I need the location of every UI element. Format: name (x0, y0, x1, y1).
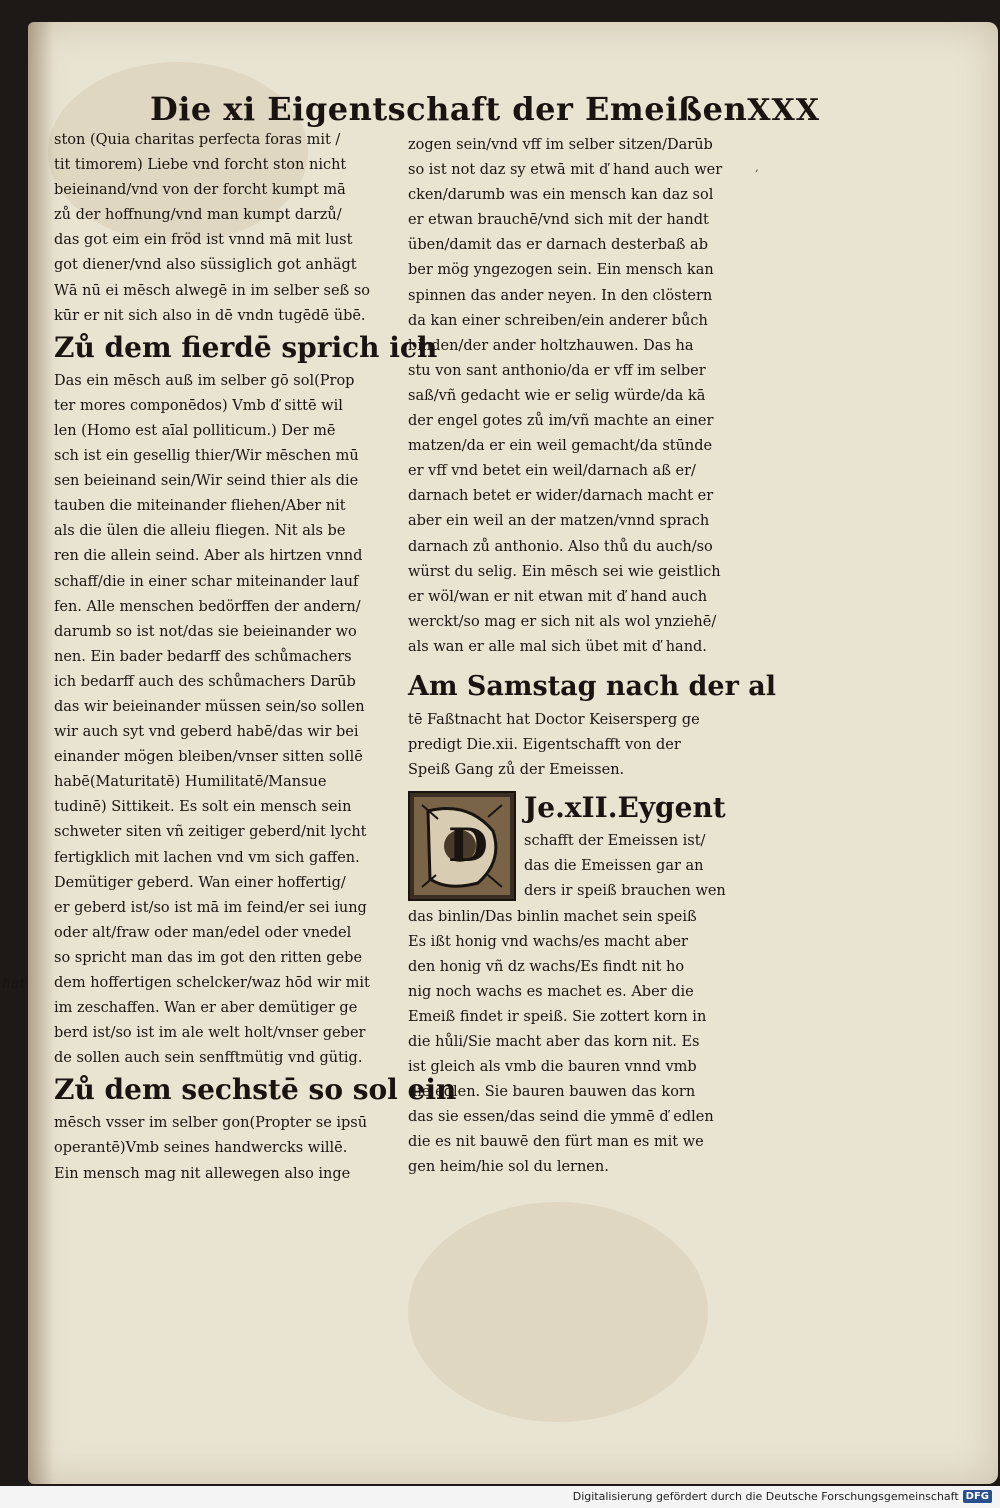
text-line: nig noch wachs es machet es. Aber die (408, 983, 694, 1000)
text-line: ich bedarff auch des schůmachers Darūb (54, 673, 356, 690)
marginal-note: hat (2, 976, 25, 992)
page-title: Die xi Eigentschaft der Emeißen (150, 90, 748, 128)
text-line: der engel gotes zů im/vñ machte an einer (408, 413, 714, 430)
text-line: operantē)Vmb seines handwercks willē. (54, 1140, 348, 1157)
text-line: Speiß Gang zů der Emeissen. (408, 762, 625, 779)
section-heading: Zů dem sechstē so sol ein (54, 1073, 457, 1107)
funding-footer (573, 1490, 992, 1503)
text-line: tit timorem) Liebe vnd forcht ston nicht (54, 157, 347, 174)
section-heading: Zů dem fierdē sprich ich (54, 330, 438, 364)
text-line: einander mögen bleiben/vnser sitten sollē (54, 749, 363, 766)
right-column-top-text (408, 133, 756, 660)
text-line: das sie essen/das seind die ymmē ď edlen (408, 1109, 714, 1126)
svg-text:D: D (448, 818, 488, 873)
text-line: wir auch syt vnd geberd habē/das wir bei (54, 724, 359, 741)
text-line: das wir beieinander müssen sein/so sollen (54, 698, 365, 715)
section-heading: Am Samstag nach der al (408, 670, 776, 702)
section-heading: Je.xII.Eygent (524, 791, 726, 825)
text-line: als die ülen die alleiu fliegen. Nit als be (54, 523, 346, 540)
text-line: kūr er nit sich also in dē vndn tugēdē übē. (54, 307, 366, 324)
text-line: habē(Maturitatē) Humilitatē/Mansue (54, 774, 327, 791)
text-line: aber ein weil an der matzen/vnnd sprach (408, 513, 710, 530)
text-line: tudinē) Sittikeit. Es solt ein mensch sein (54, 799, 352, 816)
text-line: oder alt/fraw oder man/edel oder vnedel (54, 924, 352, 941)
text-line: da kan einer schreiben/ein anderer bůch (408, 312, 708, 329)
text-line: fen. Alle menschen bedörffen der andern/ (54, 598, 361, 615)
text-line: ston (Quia charitas perfecta foras mit / (54, 132, 341, 148)
text-line: würst du selig. Ein mēsch sei wie geistlich (408, 563, 721, 580)
text-line: spinnen das ander neyen. In den clöstern (408, 287, 713, 304)
text-line: cken/darumb was ein mensch kan daz sol (408, 187, 714, 204)
text-line: tauben die miteinander fliehen/Aber nit (54, 498, 346, 515)
text-line: das die Emeissen gar an (524, 858, 704, 875)
text-line: sch ist ein gesellig thier/Wir mēschen mū (54, 448, 359, 465)
text-line: zů der hoffnung/vnd man kumpt darzů/ (54, 207, 342, 224)
decorated-initial-icon (408, 791, 516, 901)
text-line: nen. Ein bader bedarff des schůmachers (54, 648, 352, 665)
text-line: zogen sein/vnd vff im selber sitzen/Darūb (408, 137, 713, 153)
text-line: de sollen auch sein senfftmütig vnd gütig. (54, 1050, 363, 1067)
text-line: Ein mensch mag nit allewegen also inge (54, 1165, 351, 1182)
text-line: üben/damit das er darnach desterbaß ab (408, 237, 708, 254)
text-line: das binlin/Das binlin machet sein speiß (408, 908, 697, 925)
text-line: dem hoffertigen schelcker/waz hōd wir mit (54, 975, 370, 991)
text-line: ren die allein seind. Aber als hirtzen vnnd (54, 548, 363, 565)
funding-text: Digitalisierung gefördert durch die Deutsche Forschungsgemeinschaft (572, 1490, 959, 1503)
text-line: saß/vñ gedacht wie er selig würde/da kā (408, 387, 706, 404)
text-line: schweter siten vñ zeitiger geberd/nit lycht (54, 824, 367, 841)
text-line: schaff/die in einer schar miteinander lauf (54, 573, 359, 590)
text-line: fertigklich mit lachen vnd vm sich gaffen. (54, 849, 360, 866)
folio-number: XXX (747, 93, 821, 128)
text-line: er etwan brauchē/vnd sich mit der handt (408, 212, 709, 229)
text-line: er vff vnd betet ein weil/darnach aß er/ (408, 463, 696, 480)
text-line: darnach zů anthonio. Also thů du auch/so (408, 538, 713, 555)
text-line: len (Homo est aīal polliticum.) Der mē (54, 422, 336, 439)
paper-stain (408, 1202, 708, 1422)
right-column (408, 133, 776, 1181)
text-line: Das ein mēsch auß im selber gō sol(Prop (54, 372, 355, 389)
text-line: matzen/da er ein weil gemacht/da stūnde (408, 438, 713, 455)
text-line: er wöl/wan er nit etwan mit ď hand auch (408, 588, 708, 605)
text-line: werckt/so mag er sich nit als wol ynziehē/ (408, 613, 717, 630)
text-line: got diener/vnd also süssiglich got anhägt (54, 257, 357, 274)
text-line: er geberd ist/so ist mā im feind/er sei iung (54, 899, 367, 916)
text-line: die es nit bauwē den fürt man es mit we (408, 1134, 704, 1151)
text-line: ders ir speiß brauchen wen (524, 883, 726, 900)
dfg-logo: DFG (963, 1490, 992, 1503)
text-line: den honig vñ dz wachs/Es findt nit ho (408, 958, 685, 975)
text-line: die hůli/Sie macht aber das korn nit. Es (408, 1034, 700, 1050)
text-line: binden/der ander holtzhauwen. Das ha (408, 337, 694, 354)
text-line: Es ißt honig vnd wachs/es macht aber (408, 933, 688, 950)
text-line: Demütiger geberd. Wan einer hoffertig/ (54, 874, 346, 891)
text-line: beieinand/vnd von der forcht kumpt mā (54, 182, 346, 199)
text-line: darumb so ist not/das sie beieinander wo (54, 623, 357, 640)
text-line: so ist not daz sy etwā mit ď hand auch wer (408, 162, 723, 179)
text-line: ter mores componēdos) Vmb ď sittē wil (54, 397, 343, 414)
text-line: schafft der Emeissen ist/ (524, 833, 706, 850)
text-line: stu von sant anthonio/da er vff im selber (408, 362, 706, 379)
text-line: berd ist/so ist im ale welt holt/vnser geber (54, 1025, 366, 1042)
text-line: Wā nū ei mēsch alwegē in im selber seß so (54, 282, 370, 299)
section-subheading (408, 708, 756, 783)
text-line: gen heim/hie sol du lernen. (408, 1159, 609, 1176)
margin-mark: , (755, 160, 759, 174)
text-line: darnach betet er wider/darnach macht er (408, 488, 714, 505)
text-line: die edlen. Sie bauren bauwen das korn (408, 1084, 696, 1101)
text-line: predigt Die.xii. Eigentschafft von der (408, 737, 681, 754)
running-header (150, 80, 821, 128)
text-line: im zeschaffen. Wan er aber demütiger ge (54, 1000, 358, 1017)
text-line: als wan er alle mal sich übet mit ď hand. (408, 638, 707, 655)
text-line: das got eim ein fröd ist vnnd mā mit lust (54, 232, 353, 249)
text-line: sen beieinand sein/Wir seind thier als die (54, 473, 359, 490)
initial-lines (524, 789, 756, 904)
left-column (54, 128, 457, 1187)
text-line: mēsch vsser im selber gon(Propter se ipsū (54, 1115, 368, 1132)
right-column-bottom-text (408, 905, 756, 1181)
text-line: ist gleich als vmb die bauren vnnd vmb (408, 1059, 697, 1076)
initial-paragraph (408, 789, 756, 904)
text-line: so spricht man das im got den ritten gebe (54, 949, 363, 966)
text-line: Emeiß findet ir speiß. Sie zottert korn in (408, 1008, 707, 1025)
text-line: tē Faßtnacht hat Doctor Keisersperg ge (408, 711, 700, 728)
text-line: ber mög yngezogen sein. Ein mensch kan (408, 262, 714, 279)
